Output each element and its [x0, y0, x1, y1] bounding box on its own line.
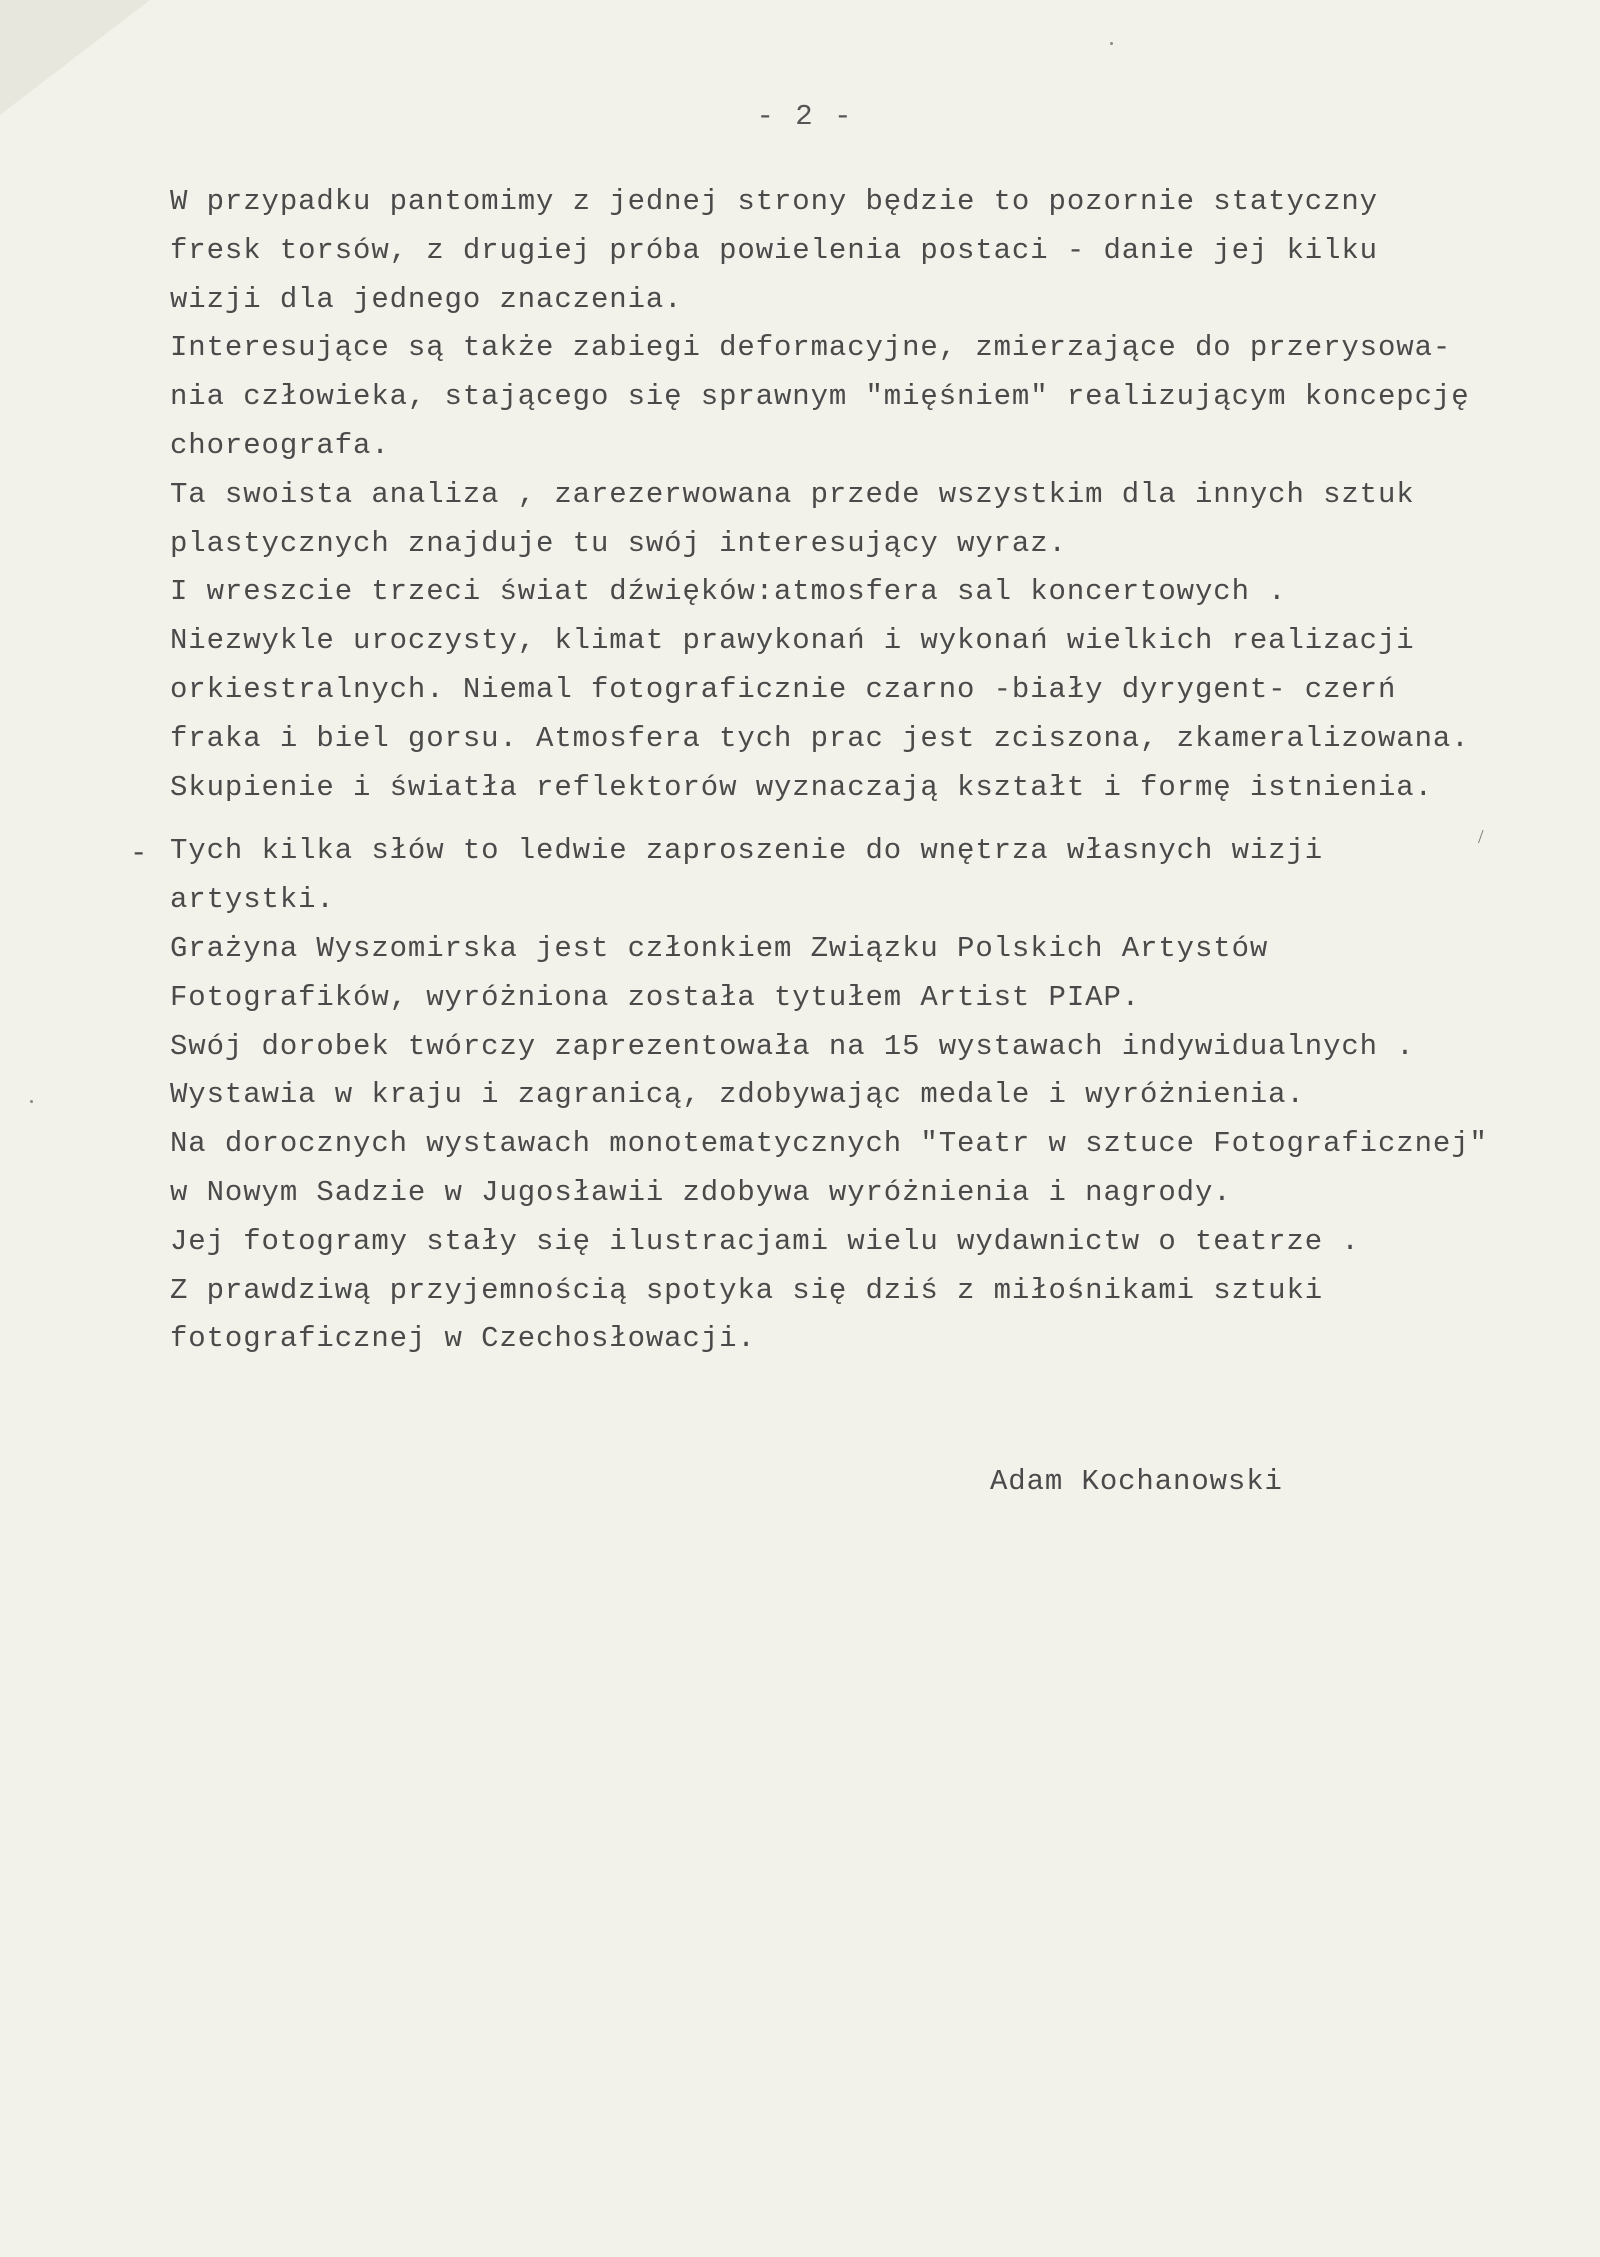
- text-line: fraka i biel gorsu. Atmosfera tych prac jest zciszona, zkameralizowana.: [170, 721, 1470, 755]
- pencil-mark: /: [1478, 826, 1484, 848]
- text-line: Jej fotogramy stały się ilustracjami wielu wydawnictw o teatrze .: [170, 1224, 1360, 1258]
- text-line: Z prawdziwą przyjemnością spotyka się dziś z miłośnikami sztuki: [170, 1273, 1324, 1307]
- text-line: plastycznych znajduje tu swój interesujący wyraz.: [170, 526, 1067, 560]
- page-number: - 2 -: [756, 100, 854, 133]
- text-line: W przypadku pantomimy z jednej strony będzie to pozornie statyczny: [170, 185, 1378, 218]
- text-line: Wystawia w kraju i zagranicą, zdobywając medale i wyróżnienia.: [170, 1078, 1305, 1112]
- text-line: Niezwykle uroczysty, klimat prawykonań i wykonań wielkich realizacji: [170, 624, 1415, 658]
- text-line: fotograficznej w Czechosłowacji.: [170, 1322, 756, 1356]
- text-line: choreografa.: [170, 428, 390, 462]
- text-line: artystki.: [170, 883, 335, 917]
- text-line: Swój dorobek twórczy zaprezentowała na 15 wystawach indywidualnych .: [170, 1029, 1415, 1063]
- text-line: Skupienie i światła reflektorów wyznaczają kształt i formę istnienia.: [170, 770, 1433, 804]
- author-signature: Adam Kochanowski: [990, 1465, 1283, 1498]
- text-line: fresk torsów, z drugiej próba powielenia postaci - danie jej kilku: [170, 233, 1378, 267]
- text-line: I wreszcie trzeci świat dźwięków:atmosfera sal koncertowych .: [170, 575, 1287, 609]
- text-line: orkiestralnych. Niemal fotograficznie czarno -biały dyrygent- czerń: [170, 672, 1397, 706]
- text-line: Grażyna Wyszomirska jest członkiem Związku Polskich Artystów: [170, 931, 1269, 965]
- text-line: w Nowym Sadzie w Jugosławii zdobywa wyróżnienia i nagrody.: [170, 1175, 1232, 1209]
- text-line: wizji dla jednego znaczenia.: [170, 282, 683, 316]
- body-text: [170, 178, 1590, 1364]
- paper-speck: [1110, 42, 1113, 45]
- paragraph-gap: [170, 812, 1590, 827]
- paper-speck: [30, 1100, 33, 1103]
- folded-corner: [0, 0, 150, 115]
- text-line: nia człowieka, stającego się sprawnym "mięśniem" realizującym koncepcję: [170, 380, 1470, 414]
- text-line: Tych kilka słów to ledwie zaproszenie do wnętrza własnych wizji: [170, 834, 1324, 868]
- text-line: Ta swoista analiza , zarezerwowana przede wszystkim dla innych sztuk: [170, 477, 1415, 511]
- text-line: Interesujące są także zabiegi deformacyjne, zmierzające do przerysowa-: [170, 331, 1452, 365]
- margin-dash: -: [130, 837, 148, 870]
- text-line: Fotografików, wyróżniona została tytułem Artist PIAP.: [170, 980, 1141, 1014]
- text-line: Na dorocznych wystawach monotematycznych "Teatr w sztuce Fotograficznej": [170, 1127, 1488, 1161]
